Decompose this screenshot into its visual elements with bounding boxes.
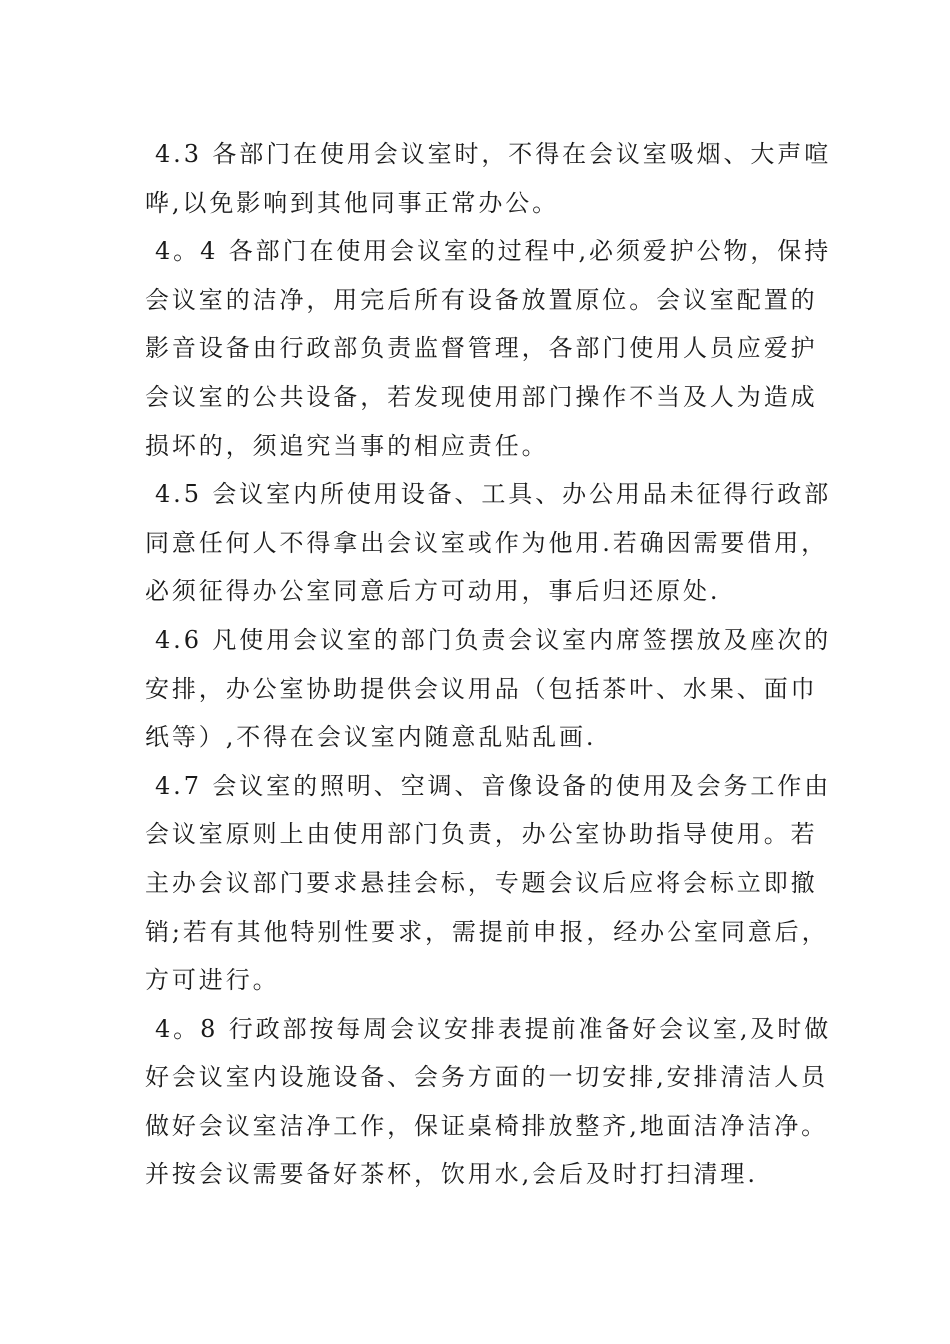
clause-4-5-line-1: 4.5 会议室内所使用设备、工具、办公用品未征得行政部: [155, 480, 832, 509]
clause-4-5-line-2: 同意任何人不得拿出会议室或作为他用.若确因需要借用，: [145, 528, 829, 557]
clause-4-6-line-2: 安排，办公室协助提供会议用品（包括茶叶、水果、面巾: [145, 674, 818, 703]
document-body: [145, 130, 832, 1199]
clause-4-8-line-3: 做好会议室洁净工作，保证桌椅排放整齐,地面洁净洁净。: [145, 1111, 829, 1140]
clause-4-4-line-5: 损坏的，须追究当事的相应责任。: [145, 431, 549, 460]
clause-4-4-line-4: 会议室的公共设备，若发现使用部门操作不当及人为造成: [145, 382, 818, 411]
clause-4-8-line-1: 4。8 行政部按每周会议安排表提前准备好会议室,及时做: [155, 1014, 832, 1043]
clause-4-3-line-1: 4.3 各部门在使用会议室时，不得在会议室吸烟、大声喧: [155, 140, 832, 168]
clause-4-7-line-5: 方可进行。: [145, 966, 280, 995]
clause-4-4-line-1: 4。4 各部门在使用会议室的过程中,必须爱护公物，保持: [155, 237, 832, 266]
clause-4-8-line-2: 好会议室内设施设备、会务方面的一切安排,安排清洁人员: [145, 1063, 829, 1092]
clause-4-7-line-1: 4.7 会议室的照明、空调、音像设备的使用及会务工作由: [155, 771, 832, 800]
clause-4-4-line-2: 会议室的洁净，用完后所有设备放置原位。会议室配置的: [145, 285, 818, 314]
clause-4-7-line-4: 销;若有其他特别性要求，需提前申报，经办公室同意后，: [145, 917, 829, 946]
clause-4-6-line-3: 纸等）,不得在会议室内随意乱贴乱画.: [145, 723, 597, 752]
clause-4-8-line-4: 并按会议需要备好茶杯，饮用水,会后及时打扫清理.: [145, 1160, 758, 1189]
clause-4-4-line-3: 影音设备由行政部负责监督管理，各部门使用人员应爱护: [145, 334, 818, 363]
clause-4-7-line-2: 会议室原则上由使用部门负责，办公室协助指导使用。若: [145, 820, 818, 849]
clause-4-7-line-3: 主办会议部门要求悬挂会标，专题会议后应将会标立即撤: [145, 868, 818, 897]
clause-4-5-line-3: 必须征得办公室同意后方可动用，事后归还原处.: [145, 577, 721, 606]
clause-4-3-line-2: 哗,以免影响到其他同事正常办公。: [145, 188, 560, 217]
clause-4-6-line-1: 4.6 凡使用会议室的部门负责会议室内席签摆放及座次的: [155, 625, 832, 654]
